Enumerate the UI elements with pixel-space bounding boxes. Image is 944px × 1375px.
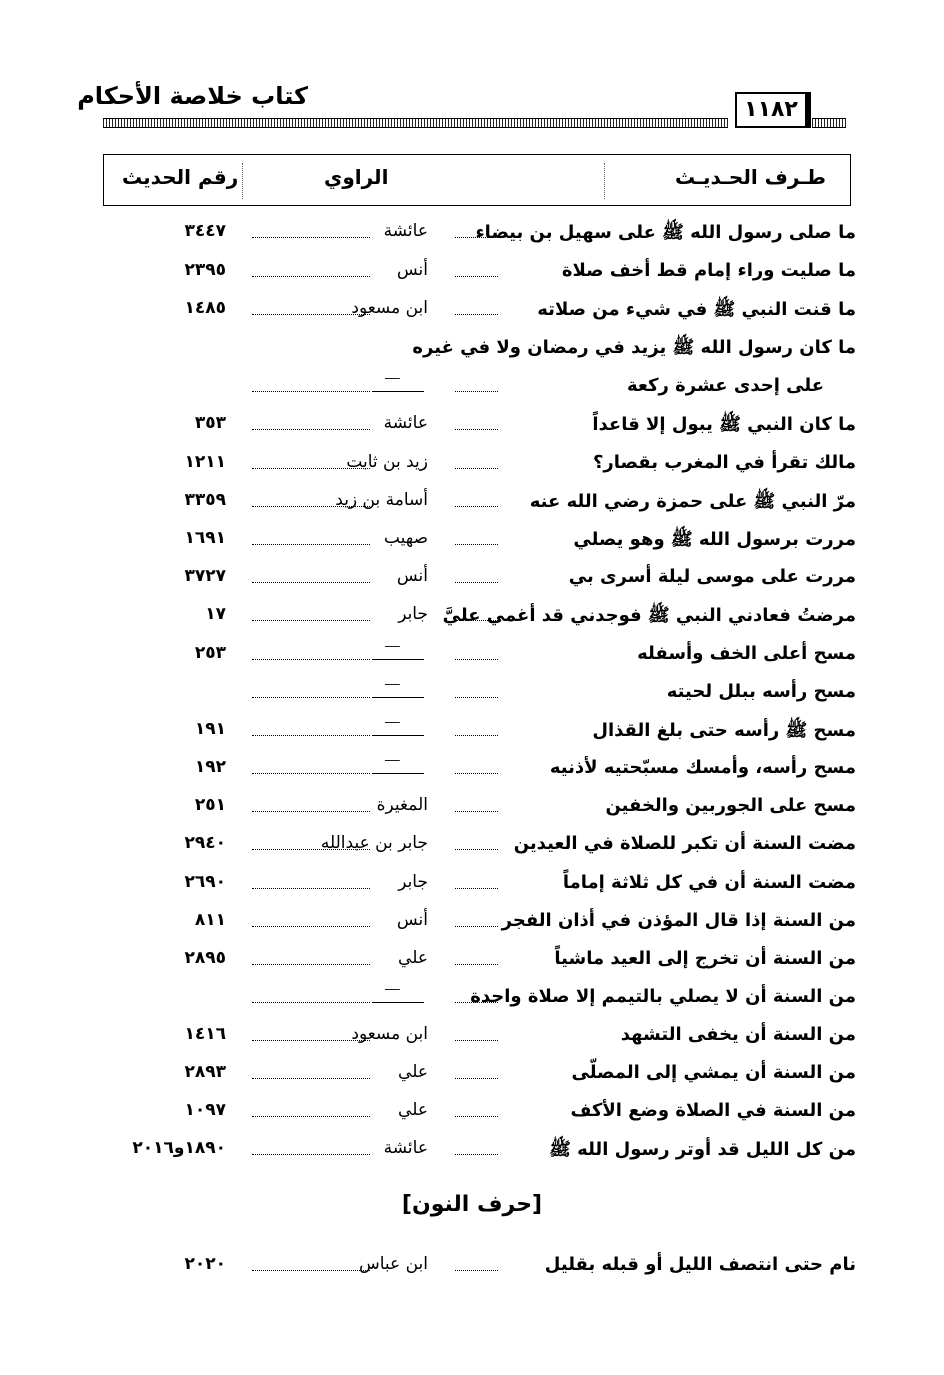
leader-dots	[455, 811, 498, 812]
page-header	[0, 0, 944, 140]
leader-dots	[455, 237, 498, 238]
column-hadith: طـرف الحـديـث	[675, 165, 826, 189]
leader-dots	[455, 391, 498, 392]
list-item	[0, 254, 944, 290]
narrator-text: عائشة	[383, 413, 428, 433]
leader-dots	[455, 926, 498, 927]
leader-dots	[252, 1078, 370, 1079]
leader-dots	[252, 620, 370, 621]
leader-dots	[252, 1002, 370, 1003]
narrator-text: ـــــ	[385, 639, 400, 650]
list-item	[0, 980, 944, 1016]
leader-dots	[252, 429, 370, 430]
list-item	[0, 675, 944, 711]
list-item	[0, 1248, 944, 1284]
list-item	[0, 942, 944, 978]
hadith-number: ٢٠٢٠	[184, 1254, 226, 1274]
hadith-text: مررت برسول الله ﷺ وهو يصلي	[573, 529, 856, 550]
narrator-text: جابر بن عبدالله	[320, 833, 428, 853]
hadith-number: ١٤٨٥	[184, 298, 226, 318]
leader-dots	[455, 620, 498, 621]
leader-dots	[455, 1002, 498, 1003]
leader-dots	[252, 391, 370, 392]
leader-dots	[252, 697, 370, 698]
leader-dots	[252, 468, 370, 469]
narrator-dash	[372, 1002, 424, 1003]
leader-dots	[252, 1116, 370, 1117]
narrator-text: أسامة بن زيد	[335, 490, 428, 510]
hadith-number: ١٠٩٧	[184, 1100, 226, 1120]
narrator-text: صهيب	[383, 528, 428, 548]
hadith-text: من السنة إذا قال المؤذن في أذان الفجر	[501, 910, 856, 931]
hadith-number: ٨١١	[194, 910, 226, 930]
list-item	[0, 484, 944, 520]
hadith-text: مسح رأسه، وأمسك مسبّحتيه لأذنيه	[549, 757, 856, 778]
leader-dots	[252, 582, 370, 583]
hadith-number: ١٨٩٠و٢٠١٦	[132, 1138, 226, 1158]
narrator-text: عائشة	[383, 1138, 428, 1158]
hadith-number: ١٤١٦	[184, 1024, 226, 1044]
hadith-text: من السنة أن يخفى التشهد	[620, 1024, 856, 1045]
narrator-text: ـــــ	[385, 677, 400, 688]
narrator-text: ابن مسعود	[351, 1024, 428, 1044]
leader-dots	[455, 1154, 498, 1155]
leader-dots	[455, 849, 498, 850]
leader-dots	[252, 276, 370, 277]
leader-dots	[252, 237, 370, 238]
narrator-text: علي	[398, 1100, 428, 1120]
hadith-number: ٢٩٤٠	[184, 833, 226, 853]
list-item	[0, 751, 944, 787]
hadith-number: ١٩٢	[194, 757, 226, 777]
narrator-text: أنس	[396, 910, 428, 930]
column-header	[103, 154, 851, 206]
hadith-text: مضت السنة أن تكبر للصلاة في العيدين	[513, 833, 856, 854]
list-item	[0, 1018, 944, 1054]
narrator-text: ابن مسعود	[351, 298, 428, 318]
hadith-text: من السنة أن يمشي إلى المصلّى	[571, 1062, 856, 1083]
hadith-number: ٣٥٣	[194, 413, 226, 433]
hadith-text: من كل الليل قد أوتر رسول الله ﷺ	[549, 1139, 856, 1160]
leader-dots	[455, 429, 498, 430]
list-item	[0, 446, 944, 482]
narrator-dash	[372, 659, 424, 660]
leader-dots	[252, 544, 370, 545]
narrator-text: زيد بن ثابت	[346, 452, 428, 472]
column-number: رقم الحديث	[122, 165, 239, 189]
header-rule-right	[812, 118, 846, 128]
list-item	[0, 522, 944, 558]
narrator-text: ابن عباس	[358, 1254, 428, 1274]
hadith-text: ما كان النبي ﷺ يبول إلا قاعداً	[592, 414, 856, 435]
list-item	[0, 598, 944, 634]
hadith-text: مسح رأسه ببلل لحيته	[666, 681, 856, 702]
narrator-text: جابر	[398, 604, 428, 624]
narrator-dash	[372, 697, 424, 698]
list-item	[0, 560, 944, 596]
column-divider	[242, 163, 243, 199]
list-item	[0, 827, 944, 863]
column-divider	[604, 163, 605, 199]
narrator-text: أنس	[396, 260, 428, 280]
narrator-text: ـــــ	[385, 753, 400, 764]
hadith-number: ٢٣٩٥	[184, 260, 226, 280]
narrator-dash	[372, 773, 424, 774]
leader-dots	[455, 773, 498, 774]
narrator-text: ـــــ	[385, 982, 400, 993]
leader-dots	[252, 735, 370, 736]
page-number: ١١٨٢	[735, 92, 811, 128]
hadith-number: ٣٣٥٩	[184, 490, 226, 510]
narrator-text: علي	[398, 948, 428, 968]
leader-dots	[455, 468, 498, 469]
leader-dots	[252, 964, 370, 965]
hadith-text: ما صلى رسول الله ﷺ على سهيل بن بيضاء	[475, 222, 856, 243]
list-item	[0, 330, 944, 366]
hadith-number: ١٧	[205, 604, 226, 624]
leader-dots	[455, 888, 498, 889]
list-item	[0, 866, 944, 902]
leader-dots	[252, 1040, 370, 1041]
leader-dots	[252, 926, 370, 927]
hadith-text: مضت السنة أن في كل ثلاثة إماماً	[562, 872, 856, 893]
list-item	[0, 713, 944, 749]
leader-dots	[252, 888, 370, 889]
leader-dots	[455, 1040, 498, 1041]
column-narrator: الراوي	[324, 165, 389, 189]
narrator-text: المغيرة	[376, 795, 428, 815]
hadith-text: ما قنت النبي ﷺ في شيء من صلاته	[537, 299, 856, 320]
hadith-text: من السنة أن تخرج إلى العيد ماشياً	[554, 948, 856, 969]
leader-dots	[455, 964, 498, 965]
leader-dots	[252, 1154, 370, 1155]
narrator-text: جابر	[398, 872, 428, 892]
list-item	[0, 1132, 944, 1168]
leader-dots	[455, 659, 498, 660]
leader-dots	[455, 1078, 498, 1079]
list-item	[0, 904, 944, 940]
book-title: كتاب خلاصة الأحكام	[77, 82, 308, 110]
hadith-text: ما كان رسول الله ﷺ يزيد في رمضان ولا في غيره	[412, 337, 856, 358]
hadith-text: من السنة في الصلاة وضع الأكف	[570, 1100, 856, 1121]
leader-dots	[455, 276, 498, 277]
leader-dots	[455, 314, 498, 315]
narrator-text: علي	[398, 1062, 428, 1082]
list-item	[0, 407, 944, 443]
leader-dots	[455, 697, 498, 698]
leader-dots	[455, 735, 498, 736]
list-item	[0, 292, 944, 328]
leader-dots	[252, 773, 370, 774]
leader-dots	[455, 1270, 498, 1271]
hadith-text: نام حتى انتصف الليل أو قبله بقليل	[544, 1254, 856, 1275]
list-item	[0, 789, 944, 825]
section-title: [حرف النون]	[401, 1192, 543, 1217]
hadith-number: ١٩١	[194, 719, 226, 739]
hadith-number: ٢٦٩٠	[184, 872, 226, 892]
leader-dots	[252, 314, 370, 315]
leader-dots	[455, 544, 498, 545]
leader-dots	[455, 582, 498, 583]
hadith-number: ٣٤٤٧	[184, 221, 226, 241]
hadith-text: مرضتُ فعادني النبي ﷺ فوجدني قد أغمي عليَّ	[442, 605, 856, 626]
hadith-number: ١٦٩١	[184, 528, 226, 548]
leader-dots	[252, 811, 370, 812]
hadith-text: ما صليت وراء إمام قط أخف صلاة	[561, 260, 856, 281]
hadith-text: مسح على الجوربين والخفين	[605, 795, 856, 816]
hadith-number: ٢٨٩٥	[184, 948, 226, 968]
hadith-text: مالك تقرأ في المغرب بقصار؟	[592, 452, 856, 473]
leader-dots	[455, 1116, 498, 1117]
hadith-text: مسح أعلى الخف وأسفله	[637, 643, 856, 664]
narrator-dash	[372, 391, 424, 392]
narrator-dash	[372, 735, 424, 736]
leader-dots	[252, 506, 370, 507]
hadith-number: ٢٨٩٣	[184, 1062, 226, 1082]
leader-dots	[252, 1270, 370, 1271]
list-item	[0, 1094, 944, 1130]
narrator-text: ـــــ	[385, 371, 400, 382]
narrator-text: عائشة	[383, 221, 428, 241]
list-item	[0, 1056, 944, 1092]
leader-dots	[455, 506, 498, 507]
list-item	[0, 369, 944, 405]
leader-dots	[252, 659, 370, 660]
hadith-number: ١٢١١	[184, 452, 226, 472]
list-item	[0, 215, 944, 251]
hadith-number: ٣٧٢٧	[184, 566, 226, 586]
hadith-number: ٢٥٣	[194, 643, 226, 663]
hadith-number: ٢٥١	[194, 795, 226, 815]
hadith-text: مررت على موسى ليلة أسرى بي	[568, 566, 856, 587]
hadith-text: من السنة أن لا يصلي بالتيمم إلا صلاة واحدة	[470, 986, 856, 1007]
header-rule-left	[103, 118, 728, 128]
narrator-text: ـــــ	[385, 715, 400, 726]
narrator-text: أنس	[396, 566, 428, 586]
leader-dots	[252, 849, 370, 850]
hadith-text: مسح ﷺ رأسه حتى بلغ القذال	[592, 720, 856, 741]
hadith-text: مرّ النبي ﷺ على حمزة رضي الله عنه	[529, 491, 856, 512]
list-item	[0, 637, 944, 673]
hadith-text: على إحدى عشرة ركعة	[626, 375, 824, 396]
